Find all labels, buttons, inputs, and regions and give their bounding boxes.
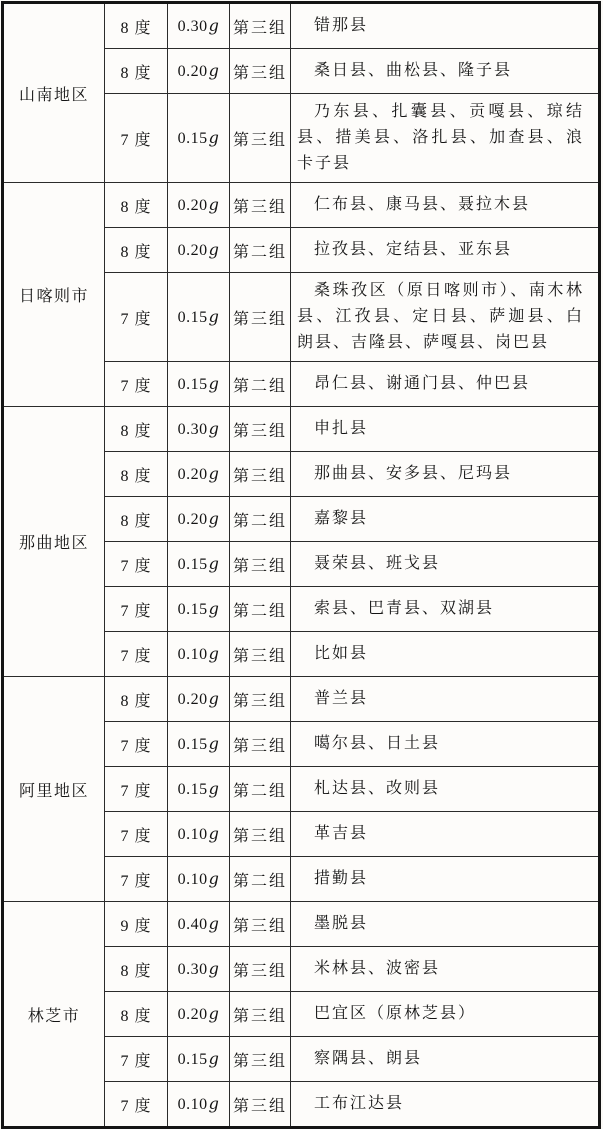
- group-cell: 第二组: [230, 767, 291, 812]
- counties-cell: 措勤县: [291, 857, 600, 902]
- acceleration-value: 0.20: [177, 63, 208, 80]
- intensity-cell: 7 度: [105, 1082, 168, 1128]
- group-cell: 第三组: [230, 1037, 291, 1082]
- acceleration-cell: [168, 632, 230, 677]
- acceleration-unit: g: [208, 307, 220, 326]
- counties-cell: 札达县、改则县: [291, 767, 600, 812]
- acceleration-cell: [168, 812, 230, 857]
- acceleration-cell: [168, 857, 230, 902]
- acceleration-unit: g: [208, 779, 220, 798]
- group-cell: 第三组: [230, 452, 291, 497]
- intensity-cell: 8 度: [105, 992, 168, 1037]
- intensity-cell: 7 度: [105, 362, 168, 407]
- counties-cell: 聂荣县、班戈县: [291, 542, 600, 587]
- acceleration-unit: g: [208, 1004, 220, 1023]
- table-row: [3, 407, 600, 452]
- acceleration-value: 0.20: [177, 242, 208, 259]
- intensity-cell: 7 度: [105, 94, 168, 183]
- acceleration-cell: [168, 49, 230, 94]
- acceleration-unit: g: [208, 464, 220, 483]
- acceleration-unit: g: [208, 599, 220, 618]
- group-cell: 第三组: [230, 902, 291, 947]
- acceleration-value: 0.20: [177, 691, 208, 708]
- intensity-cell: 9 度: [105, 902, 168, 947]
- intensity-cell: 8 度: [105, 497, 168, 542]
- counties-cell: 工布江达县: [291, 1082, 600, 1128]
- acceleration-cell: [168, 677, 230, 722]
- acceleration-value: 0.20: [177, 1006, 208, 1023]
- acceleration-unit: g: [208, 16, 220, 35]
- acceleration-value: 0.15: [177, 309, 208, 326]
- acceleration-unit: g: [208, 61, 220, 80]
- group-cell: 第三组: [230, 3, 291, 49]
- acceleration-unit: g: [208, 419, 220, 438]
- intensity-cell: 8 度: [105, 49, 168, 94]
- group-cell: 第三组: [230, 992, 291, 1037]
- intensity-cell: 8 度: [105, 407, 168, 452]
- acceleration-value: 0.10: [177, 1096, 208, 1113]
- acceleration-value: 0.15: [177, 376, 208, 393]
- group-cell: 第三组: [230, 722, 291, 767]
- group-cell: 第三组: [230, 1082, 291, 1128]
- counties-cell: 乃东县、扎囊县、贡嘎县、琼结县、措美县、洛扎县、加查县、浪卡子县: [291, 94, 600, 183]
- acceleration-value: 0.40: [177, 916, 208, 933]
- intensity-cell: 8 度: [105, 677, 168, 722]
- counties-cell: 察隅县、朗县: [291, 1037, 600, 1082]
- intensity-cell: 7 度: [105, 722, 168, 767]
- acceleration-value: 0.10: [177, 646, 208, 663]
- region-name-cell: 那曲地区: [3, 407, 105, 677]
- acceleration-unit: g: [208, 644, 220, 663]
- intensity-cell: 7 度: [105, 812, 168, 857]
- intensity-cell: 8 度: [105, 183, 168, 228]
- group-cell: 第三组: [230, 542, 291, 587]
- region-name-cell: 山南地区: [3, 3, 105, 183]
- intensity-cell: 8 度: [105, 452, 168, 497]
- acceleration-cell: [168, 3, 230, 49]
- group-cell: 第三组: [230, 94, 291, 183]
- counties-cell: 嘉黎县: [291, 497, 600, 542]
- intensity-cell: 8 度: [105, 3, 168, 49]
- intensity-cell: 7 度: [105, 587, 168, 632]
- acceleration-cell: [168, 362, 230, 407]
- group-cell: 第二组: [230, 228, 291, 273]
- counties-cell: 那曲县、安多县、尼玛县: [291, 452, 600, 497]
- table-row: [3, 677, 600, 722]
- group-cell: 第三组: [230, 183, 291, 228]
- counties-cell: 昂仁县、谢通门县、仲巴县: [291, 362, 600, 407]
- intensity-cell: 7 度: [105, 857, 168, 902]
- counties-cell: 普兰县: [291, 677, 600, 722]
- counties-cell: 革吉县: [291, 812, 600, 857]
- group-cell: 第三组: [230, 49, 291, 94]
- group-cell: 第三组: [230, 632, 291, 677]
- acceleration-cell: [168, 1082, 230, 1128]
- region-name-cell: 阿里地区: [3, 677, 105, 902]
- acceleration-cell: [168, 1037, 230, 1082]
- counties-cell: 仁布县、康马县、聂拉木县: [291, 183, 600, 228]
- acceleration-value: 0.15: [177, 601, 208, 618]
- group-cell: 第三组: [230, 407, 291, 452]
- acceleration-unit: g: [208, 374, 220, 393]
- acceleration-cell: [168, 94, 230, 183]
- acceleration-unit: g: [208, 689, 220, 708]
- acceleration-unit: g: [208, 554, 220, 573]
- group-cell: 第二组: [230, 497, 291, 542]
- acceleration-value: 0.10: [177, 826, 208, 843]
- acceleration-value: 0.10: [177, 871, 208, 888]
- acceleration-unit: g: [208, 509, 220, 528]
- acceleration-cell: [168, 587, 230, 632]
- group-cell: 第三组: [230, 947, 291, 992]
- acceleration-cell: [168, 228, 230, 273]
- acceleration-cell: [168, 542, 230, 587]
- acceleration-value: 0.15: [177, 736, 208, 753]
- acceleration-unit: g: [208, 824, 220, 843]
- counties-cell: 比如县: [291, 632, 600, 677]
- acceleration-value: 0.30: [177, 961, 208, 978]
- intensity-cell: 7 度: [105, 1037, 168, 1082]
- acceleration-value: 0.15: [177, 1051, 208, 1068]
- acceleration-cell: [168, 452, 230, 497]
- acceleration-value: 0.15: [177, 781, 208, 798]
- counties-cell: 巴宜区（原林芝县）: [291, 992, 600, 1037]
- intensity-cell: 8 度: [105, 228, 168, 273]
- acceleration-unit: g: [208, 195, 220, 214]
- acceleration-value: 0.20: [177, 511, 208, 528]
- acceleration-unit: g: [208, 959, 220, 978]
- acceleration-cell: [168, 992, 230, 1037]
- intensity-cell: 7 度: [105, 632, 168, 677]
- table-row: [3, 183, 600, 228]
- acceleration-cell: [168, 947, 230, 992]
- group-cell: 第三组: [230, 273, 291, 362]
- acceleration-value: 0.15: [177, 130, 208, 147]
- acceleration-value: 0.30: [177, 421, 208, 438]
- group-cell: 第二组: [230, 857, 291, 902]
- table-row: [3, 3, 600, 49]
- group-cell: 第二组: [230, 362, 291, 407]
- counties-cell: 拉孜县、定结县、亚东县: [291, 228, 600, 273]
- acceleration-cell: [168, 497, 230, 542]
- counties-cell: 噶尔县、日土县: [291, 722, 600, 767]
- group-cell: 第三组: [230, 677, 291, 722]
- acceleration-cell: [168, 407, 230, 452]
- counties-cell: 错那县: [291, 3, 600, 49]
- acceleration-unit: g: [208, 128, 220, 147]
- intensity-cell: 7 度: [105, 767, 168, 812]
- acceleration-cell: [168, 902, 230, 947]
- acceleration-cell: [168, 767, 230, 812]
- counties-cell: 桑珠孜区（原日喀则市）、南木林县、江孜县、定日县、萨迦县、白朗县、吉隆县、萨嘎县、岗巴县: [291, 273, 600, 362]
- acceleration-cell: [168, 722, 230, 767]
- acceleration-unit: g: [208, 1094, 220, 1113]
- intensity-cell: 8 度: [105, 947, 168, 992]
- acceleration-value: 0.15: [177, 556, 208, 573]
- acceleration-unit: g: [208, 869, 220, 888]
- counties-cell: 墨脱县: [291, 902, 600, 947]
- acceleration-value: 0.20: [177, 466, 208, 483]
- acceleration-value: 0.20: [177, 197, 208, 214]
- counties-cell: 索县、巴青县、双湖县: [291, 587, 600, 632]
- acceleration-unit: g: [208, 914, 220, 933]
- acceleration-value: 0.30: [177, 18, 208, 35]
- group-cell: 第三组: [230, 812, 291, 857]
- counties-cell: 桑日县、曲松县、隆子县: [291, 49, 600, 94]
- seismic-table-body: [3, 3, 600, 1128]
- acceleration-cell: [168, 273, 230, 362]
- group-cell: 第二组: [230, 587, 291, 632]
- region-name-cell: 日喀则市: [3, 183, 105, 407]
- intensity-cell: 7 度: [105, 273, 168, 362]
- acceleration-cell: [168, 183, 230, 228]
- acceleration-unit: g: [208, 734, 220, 753]
- counties-cell: 米林县、波密县: [291, 947, 600, 992]
- table-row: [3, 902, 600, 947]
- intensity-cell: 7 度: [105, 542, 168, 587]
- acceleration-unit: g: [208, 240, 220, 259]
- counties-cell: 申扎县: [291, 407, 600, 452]
- seismic-zoning-table: [1, 1, 601, 1129]
- region-name-cell: 林芝市: [3, 902, 105, 1128]
- acceleration-unit: g: [208, 1049, 220, 1068]
